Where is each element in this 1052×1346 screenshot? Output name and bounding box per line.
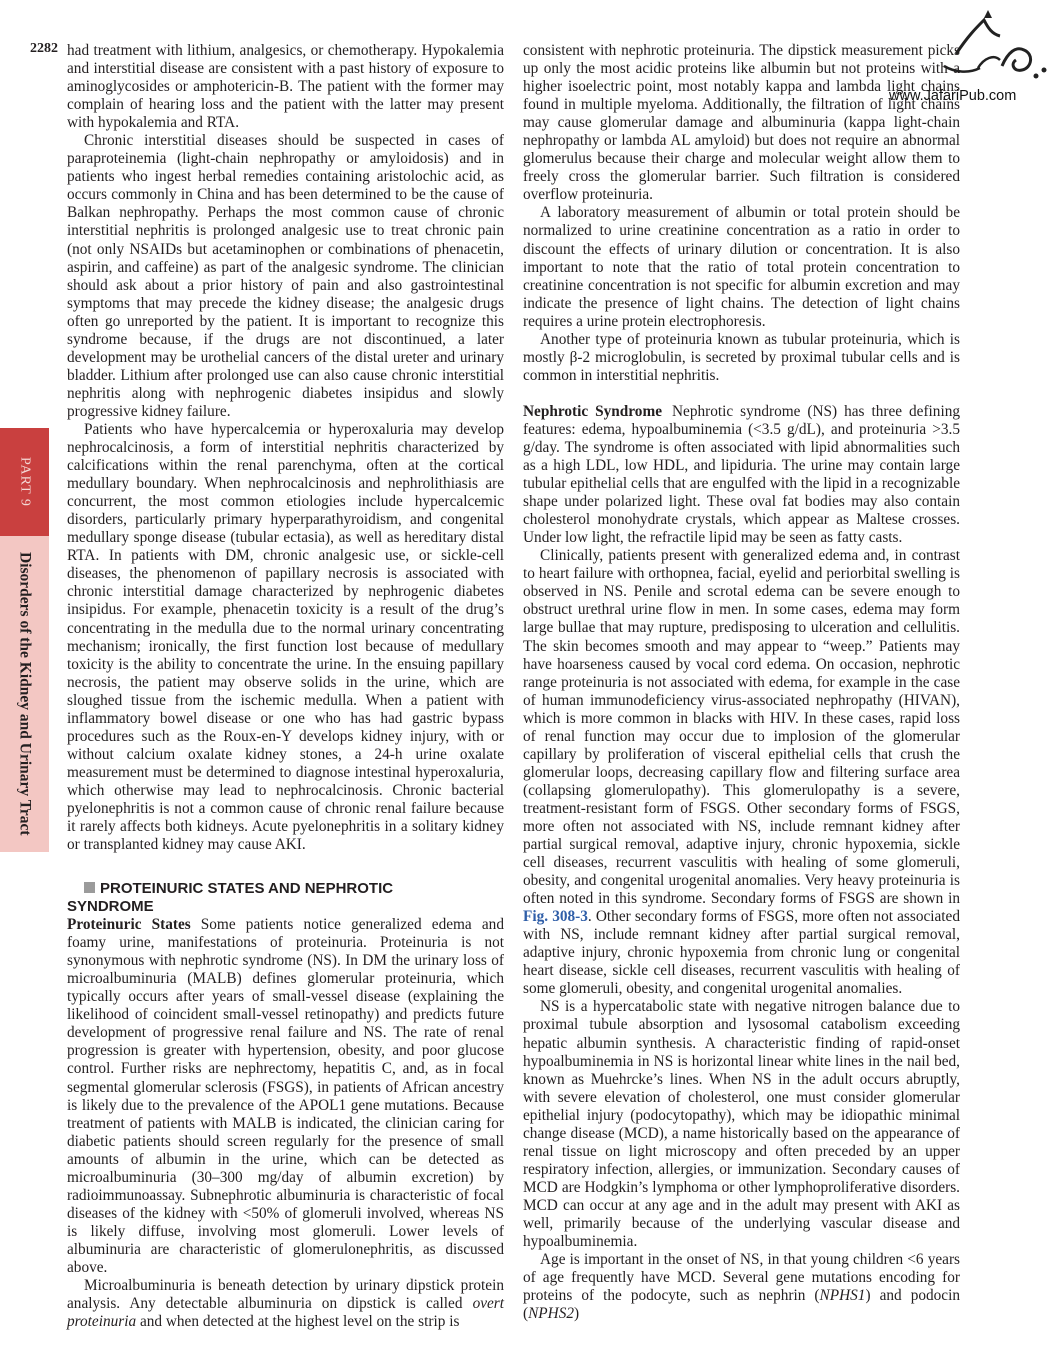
paragraph: had treatment with lithium, analgesics, or chemotherapy. Hypokalemia and interstitial disease are consistent with a past history of exposure to aminoglycosides or amphotericin-B. The patient with the former may complain of hearing loss and the patient with the latter may present with hypokalemia and RTA. [67, 42, 504, 132]
side-tab-part [0, 428, 49, 536]
paragraph: Proteinuric States Some patients notice generalized edema and foamy urine, manifestations of proteinuria. Proteinuria is not synonymous with nephrotic syndrome (NS). In DM the urinary loss of microalbuminuria (MALB) defines glomerular proteinuria, which typically occurs after years of small-vessel disease (explaining the likelihood of coincident small-vessel retinopathy) and predicts future development of progressive renal failure and NS. The rate of renal progression is greater with hypertension, obesity, and poor glucose control. Further risks are nephrectomy, hepatitis C, and, as in focal segmental glomerular sclerosis (FSGS), in patients of African ancestry is likely due to the prevalence of the APOL1 gene mutations. Because treatment of patients with MALB is indicated, the clinician caring for diabetic patients should screen regularly for the presence of small amounts of albumin in the urine, which can be detected as microalbuminuria (30–300 mg/day of albumin excretion) by radioimmunoassay. Subnephrotic albuminuria is characteristic of focal diseases of the kidney with <50% of glomeruli involved, whereas NS is likely diffuse, involving most glomeruli. Lower levels of albuminuria are characteristic of glomerulonephritis, as discussed above. [67, 916, 504, 1276]
paragraph: Nephrotic Syndrome Nephrotic syndrome (NS) has three defining features: edema, hypoalbuminemia (<3.5 g/dL), and proteinuria >3.5 g/day. The syndrome is often associated with lipid abnormalities such as a high LDL, low HDL, and lipiduria. The urine may contain large tubular epithelial cells that are engulfed with the lipid in a recognizable shape under polarized light. These oval fat bodies may also contain cholesterol monohydrate crystals, which appear as Maltese crosses. Under low light, the refractile lipid may be seen as fatty casts. [523, 402, 960, 547]
paragraph: NS is a hypercatabolic state with negative nitrogen balance due to proximal tubule absorption and lysosomal catabolism exceeding hepatic albumin synthesis. A characteristic finding of rapid-onset hypoalbuminemia in NS is horizontal linear white lines in the nail bed, known as Muehrcke’s lines. When NS in the adult occurs abruptly, with severe elevation of cholesterol, one must consider glomerular epithelial injury (podocytopathy), which may be idiopathic minimal change disease (MCD), a name historically based on the appearance of renal tissue on light microscopy and often preceded by an upper respiratory infection, allergies, or immunization. Secondary causes of MCD are Hodgkin’s lymphoma or other lymphoproliferative disorders. MCD can occur at any age and in the adult may present with AKI as well, primarily because of the underlying vascular disease and hypoalbuminemia. [523, 998, 960, 1251]
subsection-heading: Nephrotic Syndrome [523, 402, 662, 420]
paragraph: Clinically, patients present with generalized edema and, in contrast to heart failure with orthopnea, facial, eyelid and periorbital swelling is observed in NS. Penile and scrotal edema can be severe enough to obstruct urethral urine flow in men. In some cases, edema may form large bullae that may rupture, predisposing to ulceration and cellulitis. The skin becomes smooth and may appear to “weep.” Patients may have hoarseness caused by vocal cord edema. On occasion, nephrotic range proteinuria is not associated with edema, for example in the case of human immunodeficiency virus-associated nephropathy (HIVAN), which is more common in blacks with HIV. In these cases, rapid loss of renal function may occur due to implosion of the glomerular capillary by proliferation of visceral epithelial cells that crush the glomerular loops, decreasing capillary flow and filtering surface area (collapsing glomerulopathy). This glomerulopathy is a severe, treatment-resistant form of FSGS. Other secondary forms of FSGS, more often not associated with NS, include remnant kidney after partial surgical removal, adaptive injury, chronic hypoxemia, sickle cell diseases, recurrent vasculitis with healing of some glomeruli, obesity, and congenital urogenital anomalies. Very heavy proteinuria is often noted in this syndrome. Secondary forms of FSGS are shown in Fig. 308-3. Other secondary forms of FSGS, more often not associated with NS, include remnant kidney after partial surgical removal, adaptive injury, chronic hypoxemia from chronic lung or congenital heart disease, sickle cell diseases, recurrent vasculitis with healing of some glomeruli, obesity, and congenital urogenital anomalies. [523, 547, 960, 998]
paragraph: Chronic interstitial diseases should be suspected in cases of paraproteinemia (light-chain nephropathy or amyloidosis) and in patients who ingest herbal remedies containing aristolochic acid, as occurs commonly in China and has been determined to be the cause of Balkan nephropathy. Perhaps the most common cause of chronic interstitial nephritis is prolonged analgesic use to treat chronic pain (not only NSAIDs but acetaminophen or combinations of phenacetin, aspirin, and caffeine) as part of the analgesic syndrome. The clinician should ask about a prior history of pain and also gastrointestinal symptoms that may precede the kidney disease; the analgesic drugs often go unreported by the patient. It is important to recognize this syndrome because, if the drugs are not discontinued, a later development may be urothelial cancers of the distal ureter and urinary bladder. Lithium after prolonged use can also cause chronic interstitial nephritis along with nephrogenic diabetes insipidus and slowly progressive kidney failure. [67, 132, 504, 420]
side-tab-title [0, 536, 49, 852]
page-number: 2282 [30, 41, 58, 56]
italic-term: overt proteinuria [67, 1295, 504, 1331]
figure-reference-link[interactable]: Fig. 308-3 [523, 908, 588, 926]
gene-name: NPHS2 [528, 1305, 575, 1323]
subsection-heading: Proteinuric States [67, 916, 191, 934]
gene-name: NPHS1 [819, 1287, 866, 1305]
watermark-url: www.JafariPub.com [889, 88, 1017, 104]
section-heading-line2: SYNDROME [67, 898, 154, 916]
paragraph: Microalbuminuria is beneath detection by urinary dipstick protein analysis. Any detectable albuminuria on dipstick is called overt proteinuria and when detected at the highest level on the strip is [67, 1277, 504, 1331]
section-heading-line1: PROTEINURIC STATES AND NEPHROTIC [100, 880, 394, 898]
side-tab-part-label: PART 9 [17, 457, 33, 507]
paragraph: Another type of proteinuria known as tubular proteinuria, which is mostly β-2 microglobulin, is secreted by proximal tubular cells and is common in interstitial nephritis. [523, 330, 960, 384]
square-bullet-icon [84, 882, 95, 893]
left-column [67, 42, 504, 1331]
side-tab-title-label: Disorders of the Kidney and Urinary Tract [16, 552, 34, 836]
section-heading [67, 880, 504, 916]
paragraph: consistent with nephrotic proteinuria. The dipstick measurement picks up only the most acidic proteins like albumin but not proteins with a higher isoelectric point, most notably kappa and lambda light chains found in multiple myeloma. Additionally, the filtration of light chains may cause glomerular damage and albuminuria (kappa light-chain nephropathy or lambda AL amyloid) but does not require an abnormal glomerulus because their charge and molecular weight allow them to freely cross the glomerular barrier. Such filtration is considered overflow proteinuria. [523, 42, 960, 204]
paragraph: Age is important in the onset of NS, in that young children <6 years of age frequently have MCD. Several gene mutations encoding for proteins of the podocyte, such as nephrin (NPHS1) and podocin (NPHS2) [523, 1251, 960, 1323]
paragraph: Patients who have hypercalcemia or hyperoxaluria may develop nephrocalcinosis, a form of interstitial nephritis characterized by calcifications within the renal parenchyma, often at the cortical medullary boundary. When nephrocalcinosis and nephrolithiasis are concurrent, the most common etiologies include hypercalcemic disorders, particularly primary hyperparathyroidism, and congenital medullary sponge disease (tubular ectasia), as well as hereditary distal RTA. In patients with DM, chronic analgesic use, or sickle-cell diseases, the phenomenon of papillary necrosis is associated with chronic interstitial damage characterized by nephrogenic diabetes insipidus. For example, phenacetin toxicity is a result of the drug’s concentrating in the medulla due to the normal urinary concentrating mechanism; ironically, the first function lost because of medullary toxicity is the ability to concentrate the urine. In the ensuing papillary necrosis, the patient may observe solids in the urine, which are sloughed tissue from the ischemic medulla. When a patient with inflammatory bowel disease or one who has had gastric bypass procedures such as the Roux-en-Y develops kidney injury, with or without calcium oxalate kidney stones, a 24-h urine oxalate measurement must be determined to diagnose intestinal hyperoxaluria, which otherwise may lead to nephrocalcinosis. Chronic bacterial pyelonephritis is not a common cause of chronic renal failure because it rarely affects both kidneys. Acute pyelonephritis in a solitary kidney or transplanted kidney may cause AKI. [67, 420, 504, 854]
right-column [523, 42, 960, 1323]
paragraph: A laboratory measurement of albumin or total protein should be normalized to urine creatinine concentration as a ratio in order to discount the effects of urinary dilution or concentration. It is also important to note that the ratio of total protein concentration to creatinine concentration is not specific for albumin excretion and may indicate the presence of light chains. The detection of light chains requires a urine protein electrophoresis. [523, 204, 960, 330]
